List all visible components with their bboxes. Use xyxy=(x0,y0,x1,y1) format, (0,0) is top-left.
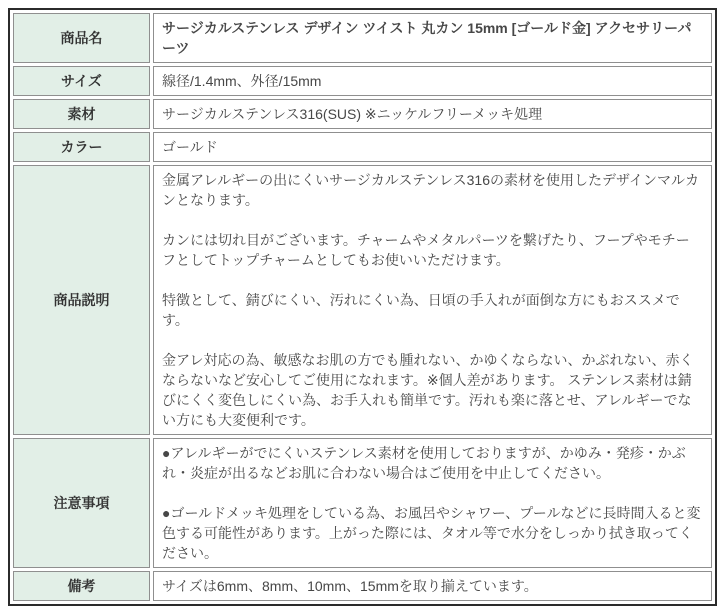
spec-value-description xyxy=(153,165,712,435)
spec-row-material xyxy=(13,99,712,129)
caution-paragraph: ●ゴールドメッキ処理をしている為、お風呂やシャワー、プールなどに長時間入ると変色する可能性があります。上がった際には、タオル等で水分をしっかり拭き取ってください。 xyxy=(162,505,701,561)
description-paragraph: カンには切れ目がございます。チャームやメタルパーツを繋げたり、フープやモチーフとしてトップチャームとしてもお使いいただけます。 xyxy=(162,232,690,268)
spec-value-material: サージカルステンレス316(SUS) ※ニッケルフリーメッキ処理 xyxy=(153,99,712,129)
spec-row-color xyxy=(13,132,712,162)
spec-value-size: 線径/1.4mm、外径/15mm xyxy=(153,66,712,96)
description-paragraph: 金属アレルギーの出にくいサージカルステンレス316の素材を使用したデザインマルカンとなります。 xyxy=(162,172,700,208)
spec-label-color: カラー xyxy=(13,132,150,162)
spec-value-remarks: サイズは6mm、8mm、10mm、15mmを取り揃えています。 xyxy=(153,571,712,601)
caution-paragraph: ●アレルギーがでにくいステンレス素材を使用しておりますが、かゆみ・発疹・かぶれ・炎症が出るなどお肌に合わない場合はご使用を中止してください。 xyxy=(162,445,686,481)
spec-label-size: サイズ xyxy=(13,66,150,96)
spec-value-color: ゴールド xyxy=(153,132,712,162)
product-spec-table xyxy=(8,8,717,606)
description-paragraph: 金アレ対応の為、敏感なお肌の方でも腫れない、かゆくならない、かぶれない、赤くならないなど安心してご使用になれます。※個人差があります。 ステンレス素材は錆びにくく変色しにくい為、お手入れも簡単です。汚れも楽に落とせ、アレルギーでない方にも大変便利です。 xyxy=(162,352,694,428)
spec-row-size xyxy=(13,66,712,96)
spec-label-description: 商品説明 xyxy=(13,165,150,435)
spec-row-description xyxy=(13,165,712,435)
spec-row-cautions xyxy=(13,438,712,568)
spec-value-product-name: サージカルステンレス デザイン ツイスト 丸カン 15mm [ゴールド金] アクセサリーパーツ xyxy=(153,13,712,63)
spec-label-remarks: 備考 xyxy=(13,571,150,601)
spec-row-remarks xyxy=(13,571,712,601)
spec-value-cautions xyxy=(153,438,712,568)
description-paragraph: 特徴として、錆びにくい、汚れにくい為、日頃の手入れが面倒な方にもおススメです。 xyxy=(162,292,680,328)
spec-label-material: 素材 xyxy=(13,99,150,129)
spec-label-cautions: 注意事項 xyxy=(13,438,150,568)
spec-label-product-name: 商品名 xyxy=(13,13,150,63)
spec-row-product-name xyxy=(13,13,712,63)
